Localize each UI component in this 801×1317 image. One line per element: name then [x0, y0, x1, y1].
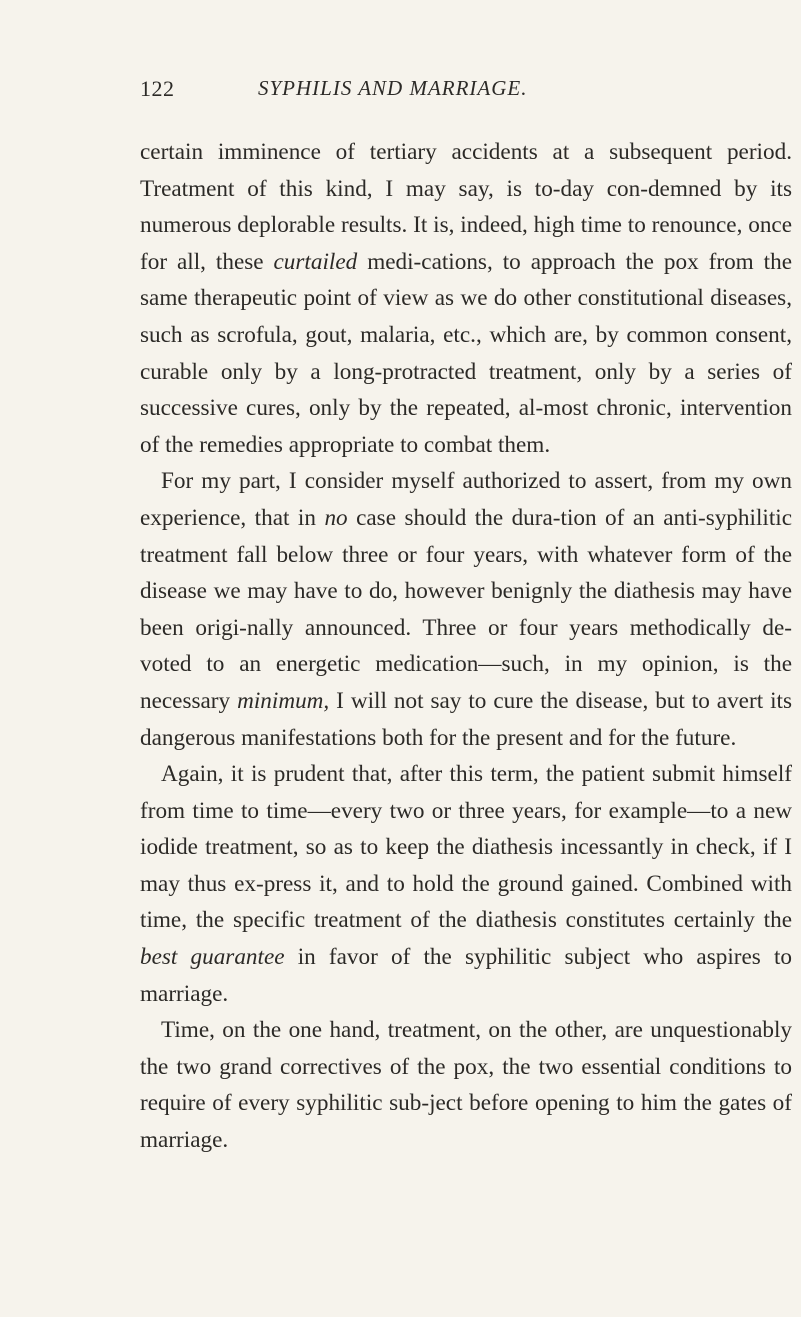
- running-head: [140, 76, 792, 104]
- body-text: [140, 134, 792, 1159]
- emphasis-best-guarantee: best guarantee: [140, 944, 285, 971]
- running-title: SYPHILIS AND MARRIAGE.: [258, 76, 528, 100]
- page-number: 122: [140, 76, 175, 101]
- emphasis-no: no: [324, 504, 348, 531]
- paragraph-3: Again, it is prudent that, after this term, the patient submit himself from time to time—every two or three years, for example—to a new iodide treatment, so as to keep the diathesis incessantly in check, if I may thus ex-press it, and to hold the ground gained. Combined with time, the specific treatment of the diathesis constitutes certainly the best guarantee in favor of the syphilitic subject who aspires to marriage.: [140, 761, 792, 1007]
- paragraph-1: certain imminence of tertiary accidents at a subsequent period. Treatment of this kind, I may say, is to-day con-demned by its numerous deplorable results. It is, indeed, high time to renounce, once for all, these curtailed medi-cations, to approach the pox from the same therapeutic point of view as we do other constitutional diseases, such as scrofula, gout, malaria, etc., which are, by common consent, curable only by a long-protracted treatment, only by a series of successive cures, only by the repeated, al-most chronic, intervention of the remedies appropriate to combat them.: [140, 139, 792, 458]
- emphasis-minimum: minimum,: [237, 687, 330, 714]
- paragraph-4: Time, on the one hand, treatment, on the other, are unquestionably the two grand correctives of the pox, the two essential conditions to require of every syphilitic sub-ject before opening to him the gates of marriage.: [140, 1017, 792, 1154]
- emphasis-curtailed: curtailed: [273, 248, 358, 275]
- paragraph-2: For my part, I consider myself authorized to assert, from my own experience, that in no case should the dura-tion of an anti-syphilitic treatment fall below three or four years, with whatever form of the disease we may have to do, however benignly the diathesis may have been origi-nally announced. Three or four years methodically de-voted to an energetic medication—such, in my opinion, is the necessary minimum, I will not say to cure the disease, but to avert its dangerous manifestations both for the present and for the future.: [140, 468, 793, 751]
